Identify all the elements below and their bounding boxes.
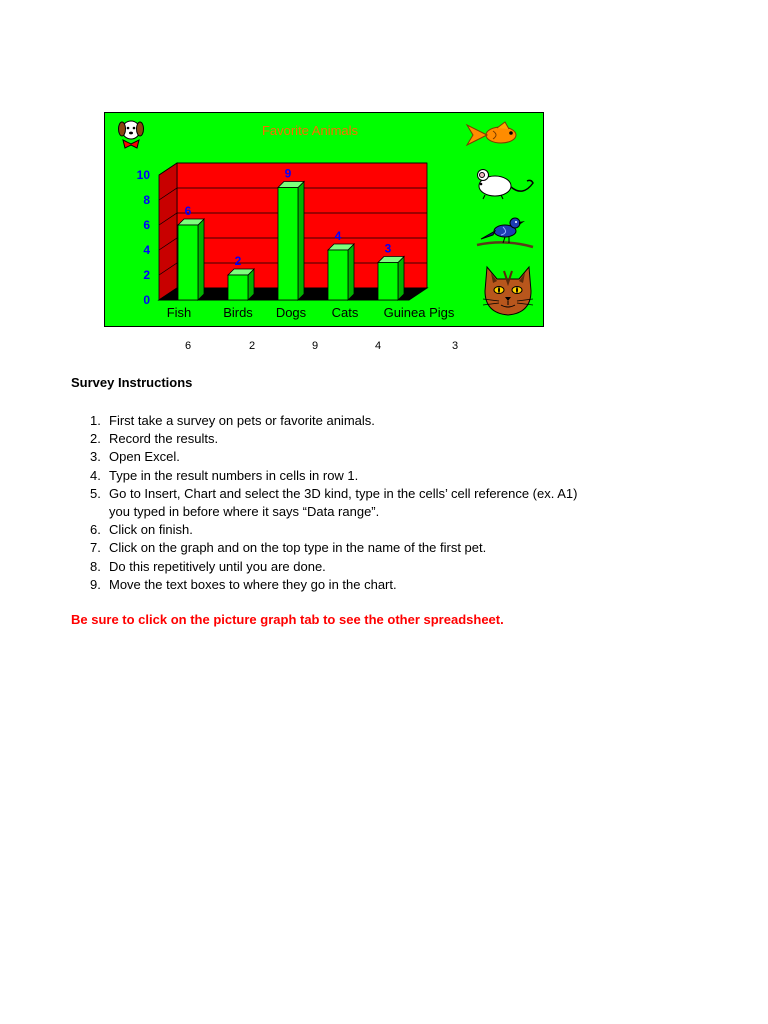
step-number: 5. — [90, 485, 101, 501]
survey-heading: Survey Instructions — [71, 375, 193, 390]
bird-icon — [475, 211, 535, 253]
instruction-list — [90, 412, 690, 594]
step-text: Go to Insert, Chart and select the 3D kind, type in the cells’ cell reference (ex. A1) — [109, 485, 578, 501]
bar-value-label: 3 — [384, 241, 392, 256]
step-text: Click on the graph and on the top type in the name of the first pet. — [109, 540, 487, 556]
category-label: Dogs — [275, 305, 307, 320]
bar — [378, 263, 398, 301]
y-tick-label: 6 — [143, 218, 150, 232]
step-number: 7. — [90, 540, 101, 556]
value-fish: 6 — [185, 340, 192, 352]
bar-value-label: 6 — [184, 204, 192, 218]
step-number: 6. — [90, 522, 101, 538]
cat-icon — [479, 263, 537, 319]
value-birds: 2 — [249, 340, 256, 352]
dog-icon — [115, 117, 147, 151]
instruction-step — [90, 576, 690, 594]
y-tick-label: 8 — [143, 193, 150, 207]
step-text: Open Excel. — [109, 449, 180, 465]
bar-side — [348, 244, 354, 300]
bar-value-label: 9 — [284, 166, 292, 181]
y-tick-label: 2 — [143, 268, 150, 282]
bar — [278, 188, 298, 301]
step-number: 8. — [90, 558, 101, 574]
instruction-step — [90, 521, 690, 539]
instruction-step — [90, 412, 690, 430]
value-dogs: 9 — [312, 340, 319, 352]
step-text-continued: you typed in before where it says “Data range”. — [109, 504, 380, 520]
step-number: 3. — [90, 449, 101, 465]
chart-value-row — [0, 340, 768, 356]
chart-box — [104, 112, 544, 327]
instruction-step — [90, 558, 690, 576]
step-text: Move the text boxes to where they go in the chart. — [109, 576, 397, 592]
bar-side — [398, 257, 404, 301]
bar-value-label: 4 — [334, 229, 342, 243]
step-number: 9. — [90, 576, 101, 592]
y-tick-label: 0 — [143, 293, 150, 307]
category-label: Birds — [223, 305, 253, 320]
step-number: 1. — [90, 413, 101, 428]
value-guinea-pigs: 3 — [452, 340, 459, 352]
instruction-step — [90, 448, 690, 466]
bar — [328, 250, 348, 300]
instruction-step — [90, 539, 690, 557]
instruction-step — [90, 467, 690, 485]
step-text: Record the results. — [109, 431, 219, 447]
step-number: 4. — [90, 467, 101, 483]
instruction-step — [90, 485, 690, 521]
bar-side — [198, 219, 204, 300]
chart-side-wall — [159, 163, 177, 300]
instruction-step — [90, 430, 690, 448]
mouse-icon — [471, 165, 537, 201]
value-cats: 4 — [375, 340, 382, 352]
step-text: Type in the result numbers in cells in row 1. — [109, 467, 359, 483]
category-label: Fish — [166, 305, 192, 320]
step-number: 2. — [90, 431, 101, 447]
picture-graph-note: Be sure to click on the picture graph tab to see the other spreadsheet. — [71, 612, 504, 627]
bar — [178, 225, 198, 300]
step-text: Do this repetitively until you are done. — [109, 558, 326, 574]
category-label: Guinea Pigs — [383, 305, 455, 320]
y-tick-label: 10 — [136, 168, 150, 182]
y-tick-label: 4 — [143, 243, 150, 257]
bar-side — [298, 182, 304, 301]
category-label: Cats — [331, 305, 359, 320]
bar-value-label: 2 — [234, 254, 242, 268]
chart-title: Favorite Animals — [261, 123, 359, 138]
goldfish-icon — [463, 121, 527, 149]
bar — [228, 275, 248, 300]
step-text: Click on finish. — [109, 522, 193, 538]
step-text: First take a survey on pets or favorite animals. — [109, 413, 375, 428]
